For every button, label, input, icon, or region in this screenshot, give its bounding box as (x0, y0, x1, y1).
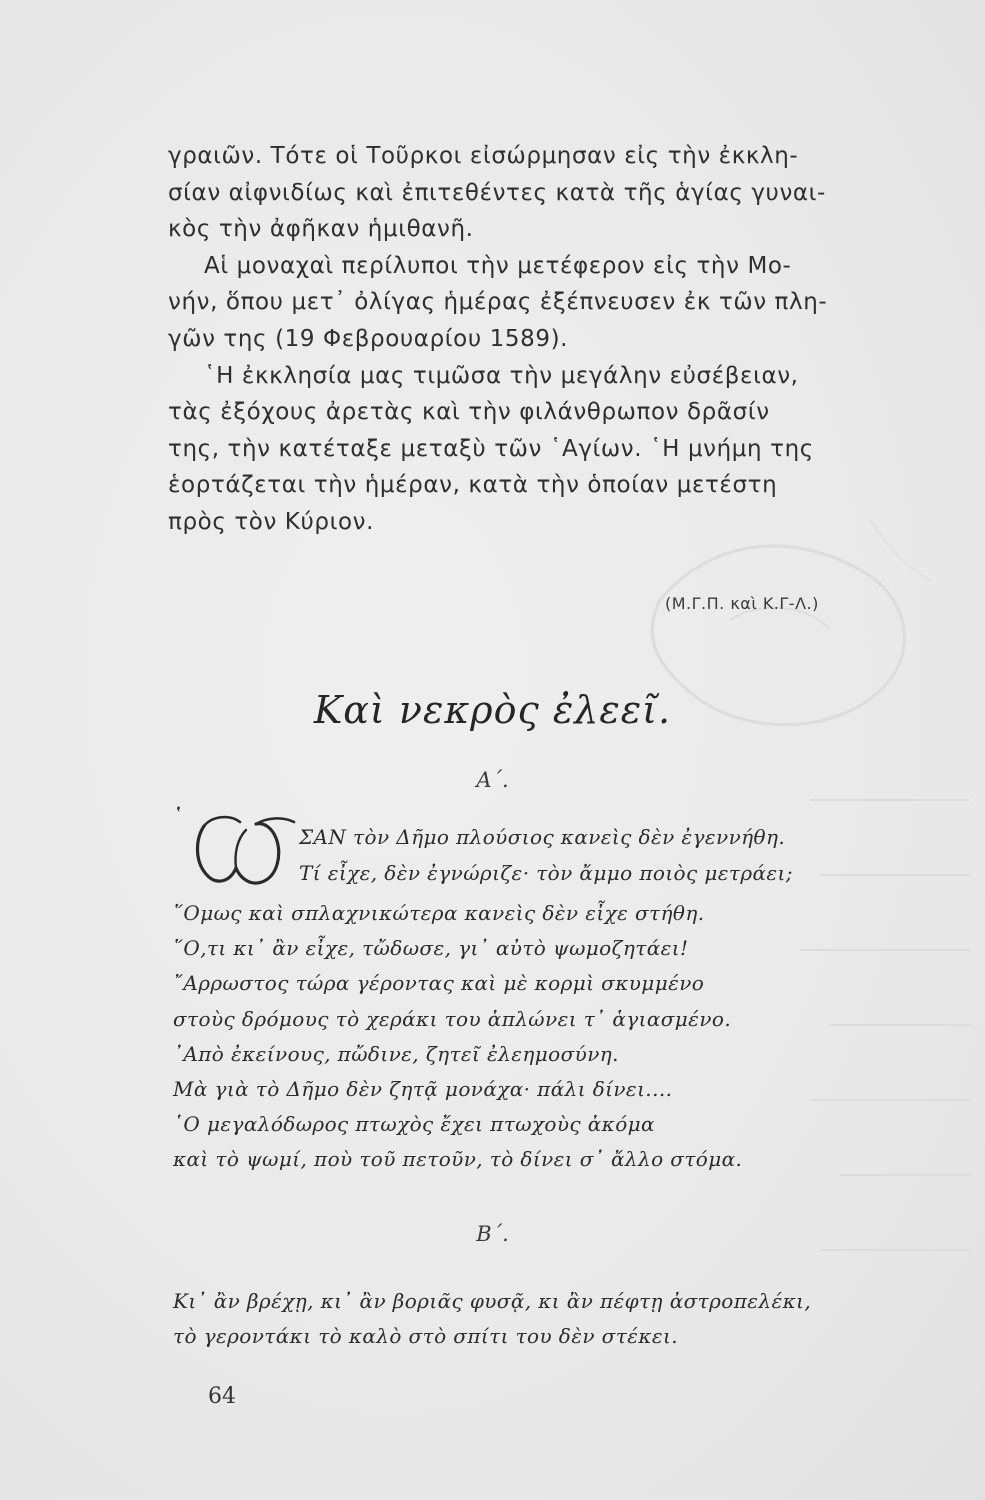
verse-line: ῾Ο μεγαλόδωρος πτωχὸς ἔχει πτωχοὺς ἀκόμα (173, 1112, 655, 1137)
page-number: 64 (208, 1384, 236, 1409)
verse-line: καὶ τὸ ψωμί, ποὺ τοῦ πετοῦν, τὸ δίνει σ᾿ ἄλλο στόμα. (173, 1147, 743, 1172)
verse-line: ῞Ο,τι κι᾿ ἂν εἶχε, τὤδωσε, γι᾿ αὐτὸ ψωμοζητάει! (173, 936, 689, 961)
citation: (Μ.Γ.Π. καὶ Κ.Γ-Λ.) (665, 594, 819, 613)
verse-line: τὸ γεροντάκι τὸ καλὸ στὸ σπίτι του δὲν στέκει. (173, 1324, 678, 1349)
verse-line: ῞Ομως καὶ σπλαχνικώτερα κανεὶς δὲν εἶχε στήθη. (173, 901, 705, 925)
section-b-marker: Β΄. (476, 1222, 509, 1246)
stanza-b (173, 1284, 913, 1354)
verse-line: Μὰ γιὰ τὸ Δῆμο δὲν ζητᾷ μονάχα· πάλι δίνει.... (173, 1076, 673, 1101)
verse-line: ῎Αρρωστος τώρα γέροντας καὶ μὲ κορμὶ σκυμμένο (173, 971, 705, 996)
verse-line: ΣΑΝ τὸν Δῆμο πλούσιος κανεὶς δὲν ἐγεννήθη. (299, 825, 786, 849)
prose-line: Αἱ μοναχαὶ περίλυποι τὴν μετέφερον εἰς τὴν Μο- (204, 252, 792, 279)
verse-line: στοὺς δρόμους τὸ χεράκι του ἁπλώνει τ᾿ ἁγιασμένο. (173, 1006, 732, 1031)
prose-line: πρὸς τὸν Κύριον. (168, 508, 375, 535)
prose-line: γῶν της (19 Φεβρουαρίου 1589). (168, 325, 569, 352)
prose-line: τὰς ἐξόχους ἀρετὰς καὶ τὴν φιλάνθρωπον δρᾶσίν (168, 399, 770, 426)
prose-line: γραιῶν. Τότε οἱ Τοῦρκοι εἰσώρμησαν εἰς τὴν ἐκκλη- (168, 143, 799, 169)
prose-line: κὸς τὴν ἀφῆκαν ἡμιθανῆ. (168, 216, 474, 243)
prose-paragraphs (168, 138, 910, 541)
drop-cap-omega (190, 808, 300, 890)
drop-cap-breathing-mark: ῾ (173, 806, 184, 831)
stanza-a (173, 896, 913, 1178)
prose-line: ῾Η ἐκκλησία μας τιμῶσα τὴν μεγάλην εὐσέβειαν, (204, 362, 799, 389)
prose-line: της, τὴν κατέταξε μεταξὺ τῶν ῾Αγίων. ῾Η μνήμη της (168, 435, 814, 462)
verse-line: Τί εἶχε, δὲν ἐγνώριζε· τὸν ἄμμο ποιὸς μετράει; (299, 861, 793, 885)
verse-line: ᾿Απὸ ἐκείνους, πὤδινε, ζητεῖ ἐλεημοσύνη. (173, 1041, 619, 1066)
verse-line: Κι᾿ ἂν βρέχῃ, κι᾿ ἂν βοριᾶς φυσᾷ, κι ἂν πέφτῃ ἀστροπελέκι, (173, 1289, 812, 1313)
prose-line: νήν, ὅπου μετ᾿ ὀλίγας ἡμέρας ἐξέπνευσεν ἐκ τῶν πλη- (168, 289, 828, 316)
prose-line: ἑορτάζεται τὴν ἡμέραν, κατὰ τὴν ὁποίαν μετέστη (168, 472, 778, 499)
prose-line: σίαν αἰφνιδίως καὶ ἐπιτεθέντες κατὰ τῆς ἁγίας γυναι- (168, 179, 826, 206)
drop-cap-letter: Ω (190, 808, 191, 809)
poem-title: Καὶ νεκρὸς ἐλεεῖ. (313, 688, 672, 732)
section-a-marker: Α΄. (476, 768, 509, 792)
